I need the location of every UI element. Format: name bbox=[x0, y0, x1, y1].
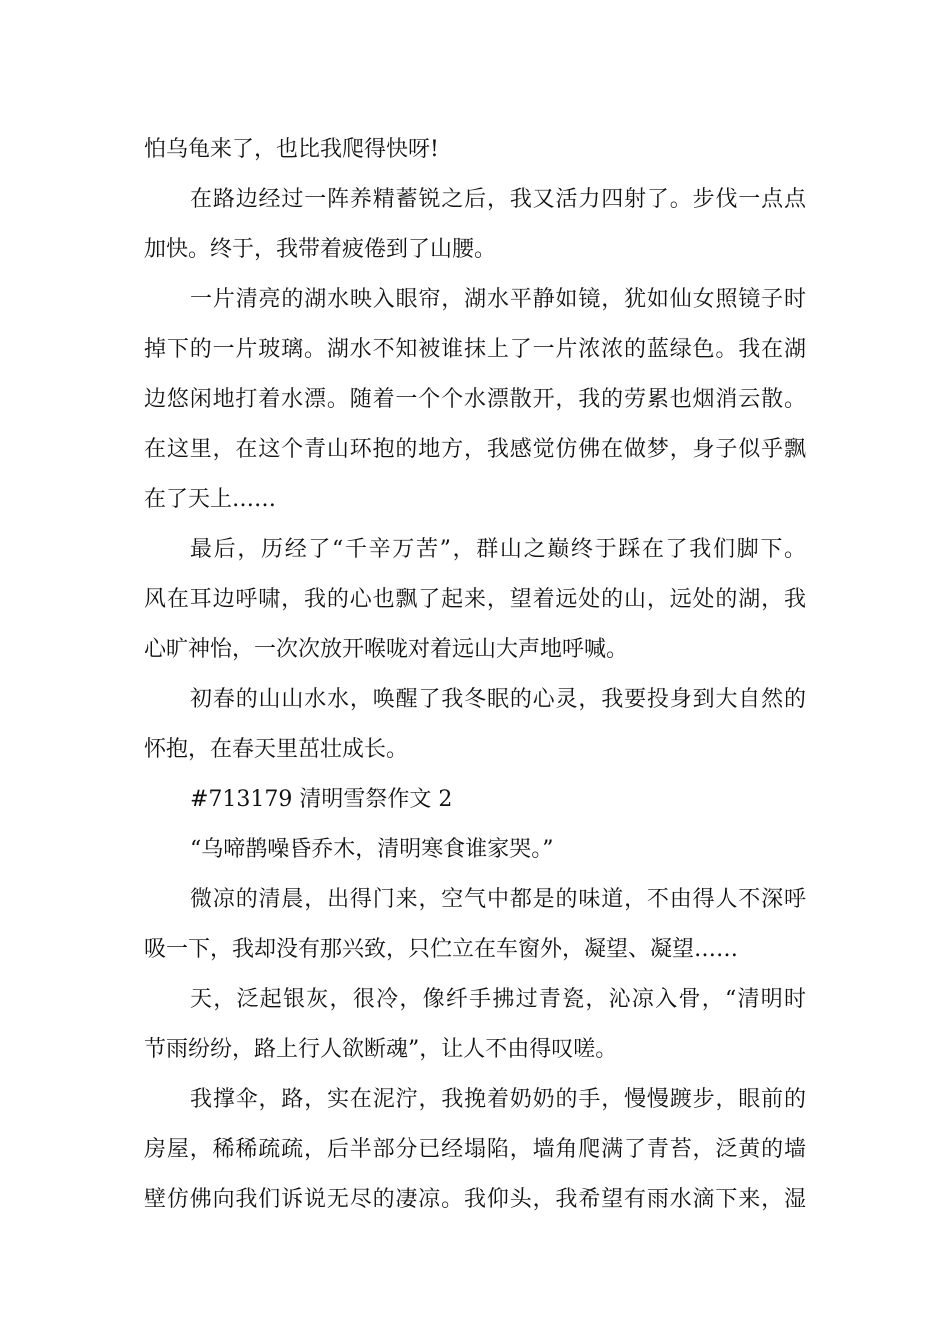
text-line: 风在耳边呼啸，我的心也飘了起来，望着远处的山，远处的湖，我 bbox=[144, 587, 806, 612]
text-line: 微凉的清晨，出得门来，空气中都是的味道，不由得人不深呼 bbox=[190, 887, 806, 912]
text-line: 天，泛起银灰，很冷，像纤手拂过青瓷，沁凉入骨，“清明时 bbox=[190, 987, 806, 1012]
text-line: 初春的山山水水，唤醒了我冬眠的心灵，我要投身到大自然的 bbox=[190, 687, 806, 712]
text-line: “乌啼鹊噪昏乔木，清明寒食谁家哭。” bbox=[190, 837, 554, 862]
text-line: 边悠闲地打着水漂。随着一个个水漂散开，我的劳累也烟消云散。 bbox=[144, 387, 806, 412]
text-line: 吸一下，我却没有那兴致，只伫立在车窗外，凝望、凝望…… bbox=[144, 937, 739, 962]
text-line: 怕乌龟来了，也比我爬得快呀! bbox=[144, 137, 439, 162]
text-line: 怀抱，在春天里茁壮成长。 bbox=[144, 737, 409, 762]
text-line: 壁仿佛向我们诉说无尽的凄凉。我仰头，我希望有雨水滴下来，湿 bbox=[144, 1187, 806, 1212]
text-line: 节雨纷纷，路上行人欲断魂”，让人不由得叹嗟。 bbox=[144, 1037, 618, 1062]
text-line: 最后，历经了“千辛万苦”，群山之巅终于踩在了我们脚下。 bbox=[190, 537, 806, 562]
text-line: 心旷神怡，一次次放开喉咙对着远山大声地呼喊。 bbox=[144, 637, 629, 662]
section-heading: #713179 清明雪祭作文 2 bbox=[190, 787, 453, 812]
text-line: 在了天上…… bbox=[144, 487, 277, 512]
text-line: 房屋，稀稀疏疏，后半部分已经塌陷，墙角爬满了青苔，泛黄的墙 bbox=[144, 1137, 806, 1162]
text-line: 在这里，在这个青山环抱的地方，我感觉仿佛在做梦，身子似乎飘 bbox=[144, 437, 806, 462]
text-line: 我撑伞，路，实在泥泞，我挽着奶奶的手，慢慢踱步，眼前的 bbox=[190, 1087, 806, 1112]
text-line: 加快。终于，我带着疲倦到了山腰。 bbox=[144, 237, 497, 262]
text-line: 掉下的一片玻璃。湖水不知被谁抹上了一片浓浓的蓝绿色。我在湖 bbox=[144, 337, 806, 362]
text-line: 在路边经过一阵养精蓄锐之后，我又活力四射了。步伐一点点 bbox=[190, 187, 806, 212]
text-line: 一片清亮的湖水映入眼帘，湖水平静如镜，犹如仙女照镜子时 bbox=[190, 287, 806, 312]
